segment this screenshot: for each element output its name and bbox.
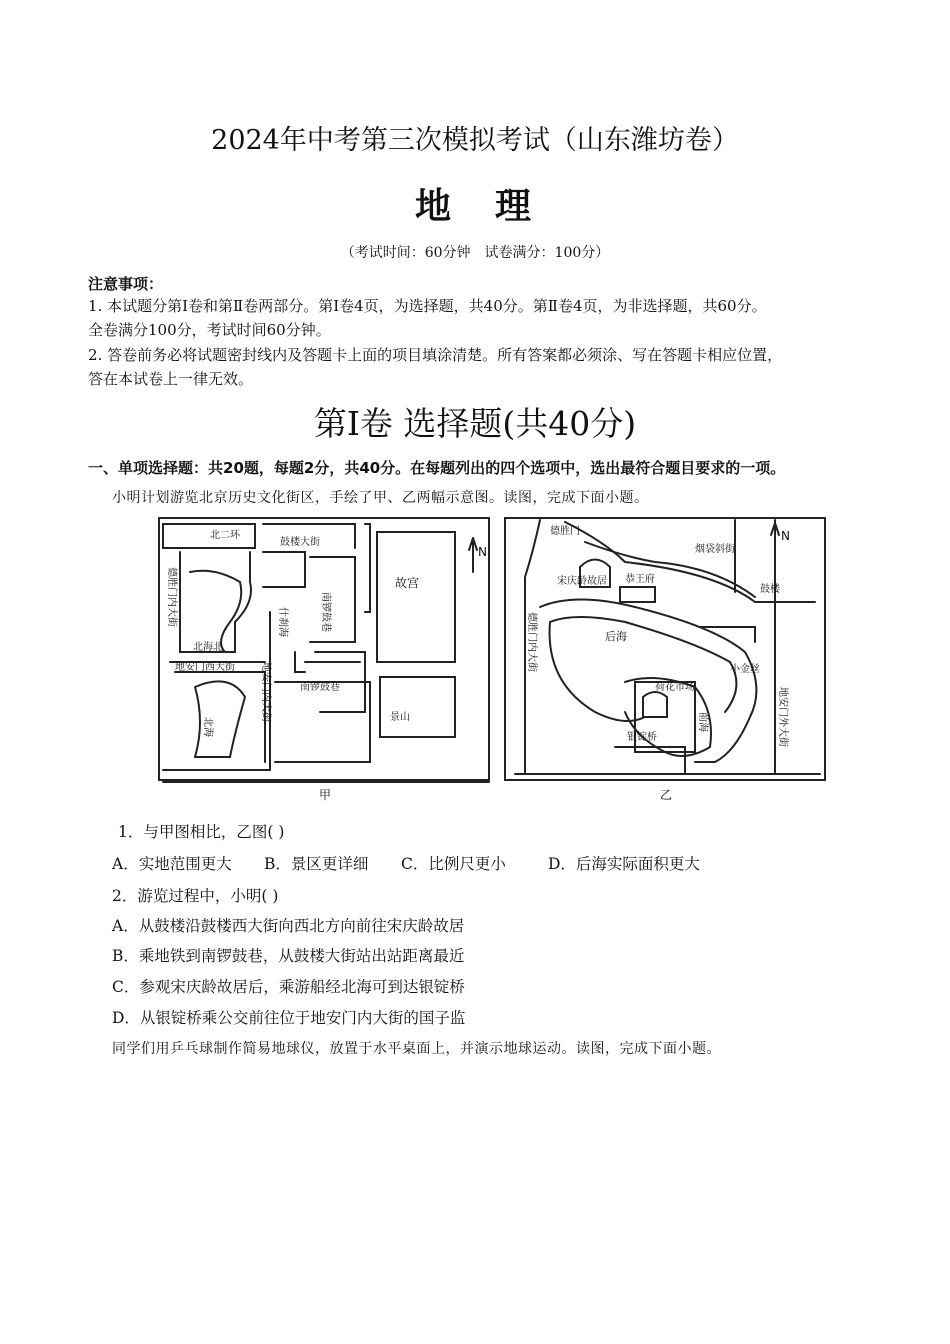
notice-line: 1. 本试题分第Ⅰ卷和第Ⅱ卷两部分。第Ⅰ卷4页，为选择题，共40分。第Ⅱ卷4页，为非选择题，共60分。 xyxy=(88,297,767,315)
label-xiaoguan: 小金丝 xyxy=(730,664,760,675)
label-road-top: 北二环 xyxy=(210,530,240,541)
exam-title: 2024年中考第三次模拟考试（山东潍坊卷） xyxy=(211,125,739,156)
label-nanluogu-stn: 南锣鼓巷 xyxy=(300,682,340,693)
caption-yi: 乙 xyxy=(660,788,673,802)
label-deshengmen-dajie: 德胜门内大街 xyxy=(526,612,537,672)
subject-title: 地 理 xyxy=(414,185,535,227)
map-yi-frame xyxy=(505,518,825,780)
notice-line: 2. 答卷前务必将试题密封线内及答题卡上面的项目填涂清楚。所有答案都必须涂、写在答题卡相应位置， xyxy=(88,346,783,364)
part-heading: 一、单项选择题：共20题，每题2分，共40分。在每题列出的四个选项中，选出最符合题目要求的一项。 xyxy=(88,459,786,477)
option-d[interactable]: D．从银锭桥乘公交前往位于地安门内大街的国子监 xyxy=(112,1009,466,1027)
question-2-stem: 2．游览过程中，小明( ) xyxy=(112,887,279,905)
north-label-yi: N xyxy=(781,529,790,543)
label-beihai-north: 北海北 xyxy=(193,642,223,653)
intro-text: 小明计划游览北京历史文化街区，手绘了甲、乙两幅示意图。读图，完成下面小题。 xyxy=(112,490,649,506)
notice-line: 全卷满分100分，考试时间60分钟。 xyxy=(88,321,331,339)
section-title: 第Ⅰ卷 选择题(共40分) xyxy=(313,404,637,443)
option-a[interactable]: A．从鼓楼沿鼓楼西大街向西北方向前往宋庆龄故居 xyxy=(112,917,465,935)
label-gugong: 故宫 xyxy=(395,576,420,590)
notice-line: 答在本试卷上一律无效。 xyxy=(88,370,254,388)
label-di-anmen: 地安门内大街 xyxy=(260,662,271,722)
label-gulou: 鼓楼 xyxy=(760,584,780,595)
label-yuanmen: 德胜门 xyxy=(550,526,580,537)
caption-jia: 甲 xyxy=(319,788,332,802)
option-b[interactable]: B．景区更详细 xyxy=(264,855,369,873)
label-gongwangfu: 恭王府 xyxy=(625,574,655,585)
question-1-options xyxy=(112,852,700,874)
label-gulou-street: 鼓楼大街 xyxy=(280,537,320,548)
time-info: （考试时间：60分钟 试卷满分：100分） xyxy=(340,245,610,261)
label-yindingqiao: 银锭桥 xyxy=(627,732,657,743)
label-jingshan: 景山 xyxy=(390,712,410,723)
label-houhai: 后海 xyxy=(605,630,627,643)
label-heshen: 荷花市场 xyxy=(655,682,695,693)
intro-text-2: 同学们用乒乓球制作简易地球仪，放置于水平桌面上，并演示地球运动。读图，完成下面小题。 xyxy=(112,1041,721,1057)
option-c[interactable]: C．比例尺更小 xyxy=(401,855,506,873)
label-shichahai: 什刹海 xyxy=(277,607,288,637)
option-d[interactable]: D．后海实际面积更大 xyxy=(548,855,700,873)
notice-heading: 注意事项： xyxy=(88,275,164,293)
label-deshengmen: 德胜门内大街 xyxy=(166,567,177,627)
label-nanluogu: 南锣鼓巷 xyxy=(320,592,331,632)
maps-figure xyxy=(155,512,835,802)
label-yandai: 烟袋斜街 xyxy=(695,544,735,555)
option-a[interactable]: A．实地范围更大 xyxy=(112,855,232,873)
label-songqingling: 宋庆龄故居 xyxy=(557,576,607,587)
label-di-anmen-dajie: 地安门外大街 xyxy=(777,687,788,747)
north-label-jia: N xyxy=(478,545,487,559)
label-di-anmen-west: 地安门西大街 xyxy=(175,662,235,673)
question-1-stem: 1．与甲图相比，乙图( ) xyxy=(118,823,285,841)
option-c[interactable]: C．参观宋庆龄故居后，乘游船经北海可到达银锭桥 xyxy=(112,978,465,996)
label-beihai: 北海 xyxy=(202,717,213,737)
option-b[interactable]: B．乘地铁到南锣鼓巷，从鼓楼大街站出站距离最近 xyxy=(112,947,465,965)
label-qianhai: 前海 xyxy=(697,712,708,732)
